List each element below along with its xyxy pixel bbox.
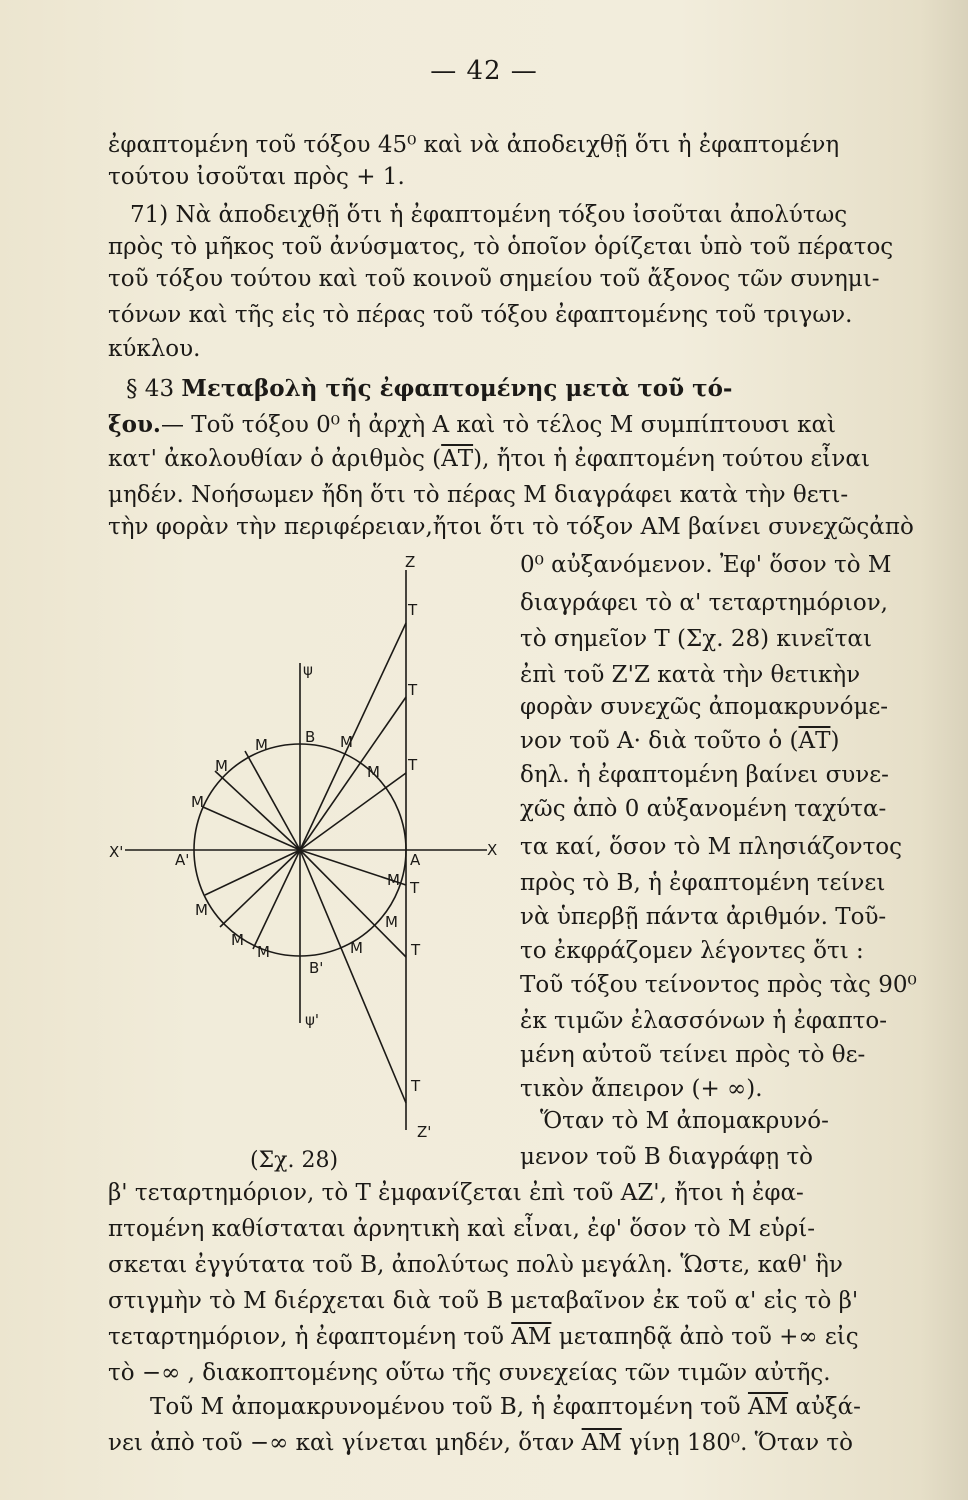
text-line: στιγμὴν τὸ Μ διέρχεται διὰ τοῦ Β μεταβαῖνον ἐκ τοῦ α' εἰς τὸ β' [108, 1288, 859, 1314]
label-M: M [367, 763, 380, 781]
label-A-prime: A' [175, 851, 190, 869]
wrap-line: ἐπὶ τοῦ Ζ'Ζ κατὰ τὴν θετικὴν [520, 662, 861, 688]
label-T: T [408, 681, 418, 699]
wrap-line: χῶς ἀπὸ 0 αὐξανομένη ταχύτα- [520, 796, 887, 822]
label-M: M [215, 757, 228, 775]
text-line: σκεται ἐγγύτατα τοῦ Β, ἀπολύτως πολὺ μεγάλη. Ὥστε, καθ' ἣν [108, 1252, 843, 1278]
wrap-line: φορὰν συνεχῶς ἀπομακρυνόμε- [520, 694, 889, 720]
wrap-line: διαγράφει τὸ α' τεταρτημόριον, [520, 590, 888, 616]
section-number: § 43 [126, 376, 175, 402]
label-Z-prime: Z' [417, 1123, 432, 1141]
text-line: νει ἀπὸ τοῦ −∞ καὶ γίνεται μηδέν, ὅταν $\overline{AM}$ γίνῃ 180⁰. Ὅταν τὸ [108, 1430, 853, 1456]
exercise-71: 71) Νὰ ἀποδειχθῇ ὅτι ἡ ἐφαπτομένη τόξου ἰσοῦται ἀπολύτως [130, 202, 848, 228]
text-line: κύκλου. [108, 336, 201, 362]
label-X: X [487, 841, 498, 859]
label-psi: ψ [303, 661, 313, 679]
label-M: M [350, 939, 363, 957]
wrap-line: Τοῦ τόξου τείνοντος πρὸς τὰς 90⁰ [520, 972, 917, 998]
wrap-line: το ἐκφράζομεν λέγοντες ὅτι : [520, 938, 864, 964]
label-M: M [255, 736, 268, 754]
wrap-line: πρὸς τὸ Β, ἡ ἐφαπτομένη τείνει [520, 870, 886, 896]
label-M: M [387, 871, 400, 889]
overlined-AT: $\overline{AT}$ [441, 446, 474, 472]
section-title: Μεταβολὴ τῆς ἐφαπτομένης μετὰ τοῦ τό- [181, 375, 733, 402]
section-heading [126, 374, 926, 404]
page-number: — 42 — [430, 56, 538, 86]
text-line: τὴν φορὰν τὴν περιφέρειαν,ἤτοι ὅτι τὸ τόξον ΑΜ βαίνει συνεχῶςἀπὸ [108, 514, 914, 540]
wrap-line: τὸ σημεῖον Τ (Σχ. 28) κινεῖται [520, 626, 872, 652]
text-line: μηδέν. Νοήσωμεν ἤδη ὅτι τὸ πέρας Μ διαγράφει κατὰ τὴν θετι- [108, 482, 849, 508]
label-M: M [340, 733, 353, 751]
wrap-line: Ὅταν τὸ Μ ἀπομακρυνό- [540, 1108, 829, 1134]
wrap-line: 0⁰ αὐξανόμενον. Ἐφ' ὅσον τὸ Μ [520, 552, 892, 578]
wrap-line: ἐκ τιμῶν ἐλασσόνων ἡ ἐφαπτο- [520, 1008, 888, 1034]
text-line: πρὸς τὸ μῆκος τοῦ ἀνύσματος, τὸ ὁποῖον ὁρίζεται ὑπὸ τοῦ πέρατος [108, 234, 894, 260]
text-line: ξου.— Τοῦ τόξου 0⁰ ἡ ἀρχὴ Α καὶ τὸ τέλος Μ συμπίπτουσι καὶ [108, 411, 836, 438]
label-T: T [411, 1077, 421, 1095]
text-line: τόνων καὶ τῆς εἰς τὸ πέρας τοῦ τόξου ἐφαπτομένης τοῦ τριγων. [108, 302, 853, 328]
wrap-line: δηλ. ἡ ἐφαπτομένη βαίνει συνε- [520, 762, 889, 788]
figure-28 [95, 555, 515, 1145]
wrap-line: τα καί, ὅσον τὸ Μ πλησιάζοντος [520, 834, 903, 860]
text-line: β' τεταρτημόριον, τὸ Τ ἐμφανίζεται ἐπὶ τοῦ ΑΖ', ἤτοι ἡ ἐφα- [108, 1180, 804, 1206]
label-X-prime: X' [109, 843, 124, 861]
label-T: T [408, 601, 418, 619]
label-T: T [408, 756, 418, 774]
wrap-line: μενον τοῦ Β διαγράφῃ τὸ [520, 1144, 814, 1170]
figure-caption: (Σχ. 28) [250, 1148, 339, 1173]
text-line: ἐφαπτομένη τοῦ τόξου 45⁰ καὶ νὰ ἀποδειχθῇ ὅτι ἡ ἐφαπτομένη [108, 132, 840, 158]
text-line: τεταρτημόριον, ἡ ἐφαπτομένη τοῦ $\overline{AM}$ μεταπηδᾷ ἀπὸ τοῦ +∞ εἰς [108, 1324, 859, 1350]
radial-lines [203, 623, 406, 1103]
section-title-cont: ξου. [108, 411, 161, 438]
label-A: A [410, 851, 421, 869]
label-psi-prime: ψ' [305, 1011, 320, 1029]
text-line: τούτου ἰσοῦται πρὸς + 1. [108, 164, 405, 190]
wrap-line: νὰ ὑπερβῇ πάντα ἀριθμόν. Τοῦ- [520, 904, 887, 930]
label-B: B [305, 728, 316, 746]
label-M: M [257, 943, 270, 961]
label-T: T [410, 879, 420, 897]
wrap-line: τικὸν ἄπειρον (+ ∞). [520, 1076, 763, 1102]
text-line: τὸ −∞ , διακοπτομένης οὕτω τῆς συνεχείας τῶν τιμῶν αὐτῆς. [108, 1360, 831, 1386]
label-Z: Z [405, 555, 416, 571]
label-M: M [231, 931, 244, 949]
text-line: τοῦ τόξου τούτου καὶ τοῦ κοινοῦ σημείου τοῦ ἄξονος τῶν συνημι- [108, 266, 880, 292]
label-M: M [385, 913, 398, 931]
label-B-prime: B' [309, 959, 324, 977]
wrap-line: νον τοῦ Α· διὰ τοῦτο ὁ $(\overline{AT})$ [520, 728, 840, 754]
label-M: M [195, 901, 208, 919]
label-T: T [411, 941, 421, 959]
label-M: M [191, 793, 204, 811]
text-line: κατ' ἀκολουθίαν ὁ ἀριθμὸς $(\overline{AT})$, ἤτοι ἡ ἐφαπτομένη τούτου εἶναι [108, 446, 870, 472]
text-line: Τοῦ Μ ἀπομακρυνομένου τοῦ Β, ἡ ἐφαπτομένη τοῦ $\overline{AM}$ αὐξά- [150, 1394, 861, 1420]
wrap-line: μένη αὐτοῦ τείνει πρὸς τὸ θε- [520, 1042, 866, 1068]
text-line: πτομένη καθίσταται ἀρνητικὴ καὶ εἶναι, ἐφ' ὅσον τὸ Μ εὑρί- [108, 1216, 816, 1242]
